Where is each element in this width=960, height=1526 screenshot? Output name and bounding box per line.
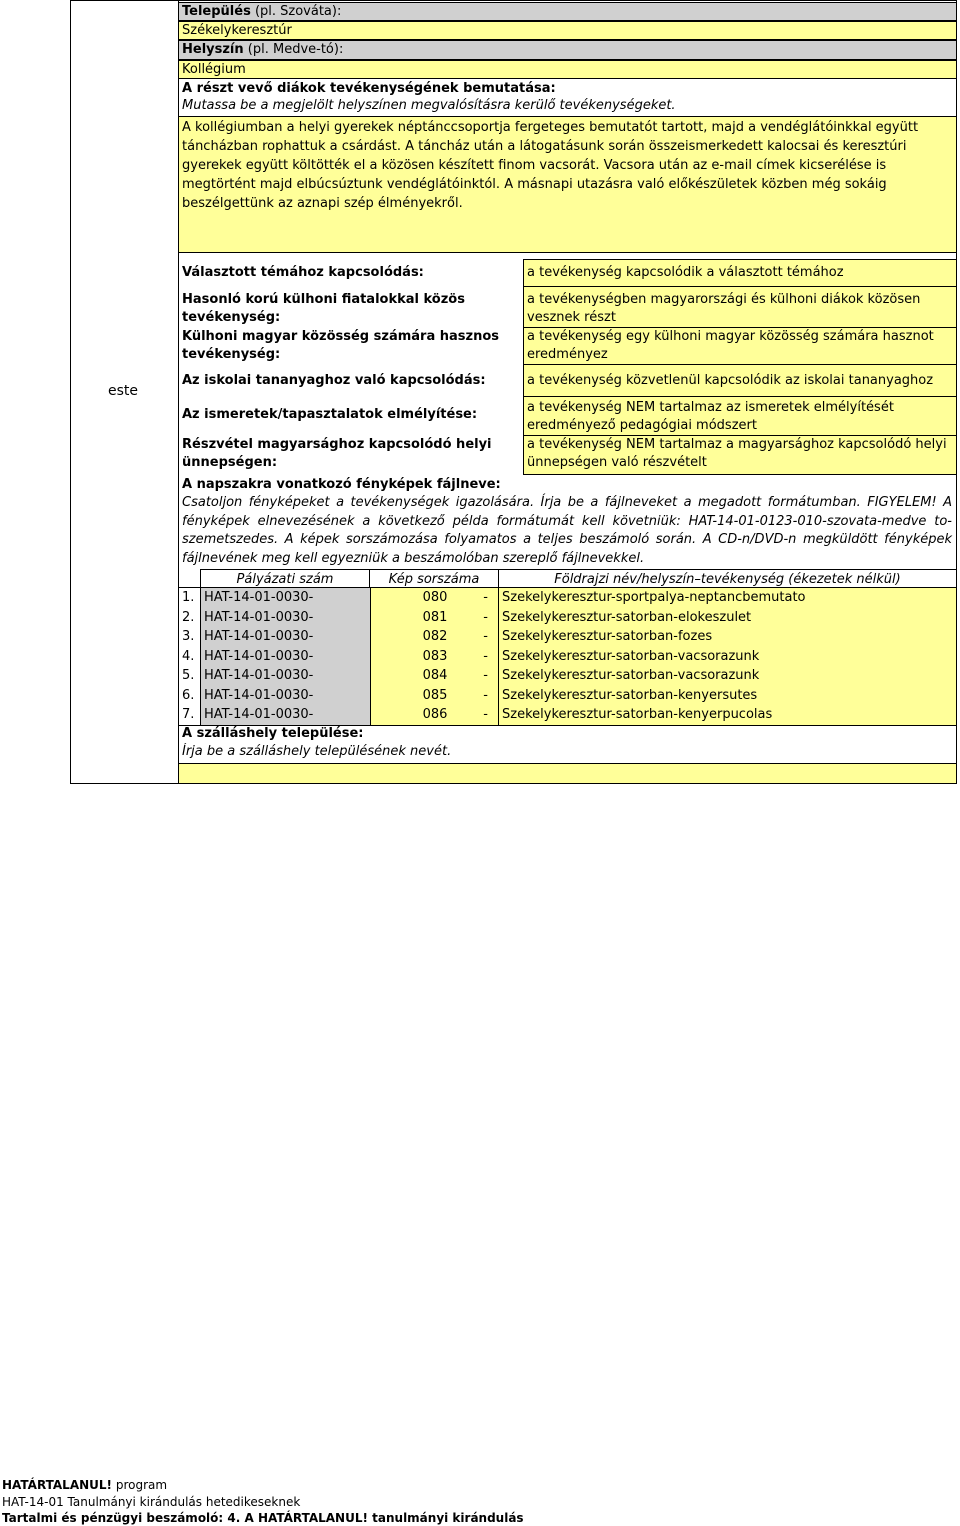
photo-row-photo-number[interactable] xyxy=(370,705,498,725)
photo-row-separator: - xyxy=(483,629,488,644)
photo-row-separator: - xyxy=(483,648,488,664)
photo-row-project: HAT-14-01-0030- xyxy=(200,627,370,647)
photos-table xyxy=(178,569,957,726)
photo-row-number: 4. xyxy=(178,647,200,667)
criterion-divider xyxy=(523,364,957,365)
photo-row-separator: - xyxy=(483,687,488,703)
photo-row xyxy=(178,666,957,687)
footer-line-2: HAT-14-01 Tanulmányi kirándulás hetedikeseknek xyxy=(2,1495,301,1509)
photo-row-project: HAT-14-01-0030- xyxy=(200,666,370,686)
place-label: Helyszín xyxy=(182,42,244,57)
criterion-label: Az ismeretek/tapasztalatok elmélyítése: xyxy=(182,407,478,422)
col-header-project: Pályázati szám xyxy=(200,569,370,587)
photo-number-value: 080 xyxy=(422,590,448,605)
photos-title: A napszakra vonatkozó fényképek fájlneve: xyxy=(182,477,501,492)
footer-line-1 xyxy=(2,1477,167,1493)
photo-row-number: 5. xyxy=(178,666,200,686)
photo-row xyxy=(178,608,957,629)
criterion-value: a tevékenység kapcsolódik a választott témához xyxy=(527,265,844,280)
footer-program: program xyxy=(112,1478,168,1492)
photo-number-value: 081 xyxy=(422,609,448,625)
criterion-label: Külhoni magyar közösség számára hasznos tevékenység: xyxy=(182,329,499,362)
footer-brand: HATÁRTALANUL! xyxy=(2,1478,113,1492)
photo-row xyxy=(178,627,957,648)
photo-row-photo-number[interactable] xyxy=(370,608,498,628)
photo-row xyxy=(178,705,957,726)
photo-number-value: 086 xyxy=(422,707,448,722)
photo-row-number: 2. xyxy=(178,608,200,628)
criterion-divider xyxy=(523,286,957,287)
criterion-value: a tevékenység NEM tartalmaz az ismeretek elmélyítését eredményező pedagógiai módszert xyxy=(527,400,894,433)
settlement-label-row xyxy=(178,2,957,21)
col-header-photo: Kép sorszáma xyxy=(370,569,498,587)
accommodation-instruction: Írja be a szálláshely településének nevét. xyxy=(182,744,452,759)
photo-row-project: HAT-14-01-0030- xyxy=(200,588,370,608)
photo-row-project: HAT-14-01-0030- xyxy=(200,705,370,725)
activities-text-field[interactable] xyxy=(178,116,957,253)
photo-number-value: 082 xyxy=(422,629,448,644)
photo-row-photo-number[interactable] xyxy=(370,647,498,667)
place-value: Kollégium xyxy=(182,62,246,77)
criterion-value: a tevékenység közvetlenül kapcsolódik az iskolai tananyaghoz xyxy=(527,373,934,388)
footer-line-3: Tartalmi és pénzügyi beszámoló: 4. A HATÁRTALANUL! tanulmányi kirándulás xyxy=(2,1511,524,1525)
photo-row-separator: - xyxy=(483,609,488,625)
place-label-row xyxy=(178,40,957,60)
photo-row-place[interactable]: Szekelykeresztur-satorban-kenyerpucolas xyxy=(498,705,957,725)
criterion-value: a tevékenység egy külhoni magyar közösség számára hasznot eredményez xyxy=(527,329,934,362)
photo-row-project: HAT-14-01-0030- xyxy=(200,647,370,667)
photo-row-separator: - xyxy=(483,590,488,605)
period-label: este xyxy=(108,383,139,399)
photo-row-place[interactable]: Szekelykeresztur-satorban-kenyersutes xyxy=(498,686,957,706)
photo-row-number: 1. xyxy=(178,588,200,608)
criterion-label: Az iskolai tananyaghoz való kapcsolódás: xyxy=(182,373,486,388)
criterion-divider xyxy=(523,396,957,397)
photo-row xyxy=(178,647,957,668)
criterion-label: Választott témához kapcsolódás: xyxy=(182,265,424,280)
place-value-field[interactable] xyxy=(178,60,957,79)
criterion-value: a tevékenység NEM tartalmaz a magyarsághoz kapcsolódó helyi ünnepségen való részvételt xyxy=(527,437,947,470)
photo-row-photo-number[interactable] xyxy=(370,627,498,647)
accommodation-title: A szálláshely települése: xyxy=(182,726,364,741)
place-hint: (pl. Medve-tó): xyxy=(243,42,344,57)
accommodation-field[interactable] xyxy=(178,763,957,784)
col-header-place: Földrajzi név/helyszín–tevékenység (ékezetek nélkül) xyxy=(498,569,957,587)
settlement-hint: (pl. Szováta): xyxy=(250,4,342,19)
photo-row-photo-number[interactable] xyxy=(370,686,498,706)
photo-row xyxy=(178,588,957,609)
photo-number-value: 083 xyxy=(422,648,448,664)
settlement-value: Székelykeresztúr xyxy=(182,23,292,38)
photos-table-body xyxy=(178,588,957,725)
photo-row-number: 6. xyxy=(178,686,200,706)
settlement-label: Település xyxy=(182,4,251,19)
photo-number-value: 084 xyxy=(422,668,448,683)
photo-row-place[interactable]: Szekelykeresztur-satorban-vacsorazunk xyxy=(498,666,957,686)
photo-number-value: 085 xyxy=(422,687,448,703)
photo-row-project: HAT-14-01-0030- xyxy=(200,608,370,628)
criterion-label: Részvétel magyarsághoz kapcsolódó helyi ünnepségen: xyxy=(182,437,492,470)
photo-row-place[interactable]: Szekelykeresztur-satorban-vacsorazunk xyxy=(498,647,957,667)
photo-row-project: HAT-14-01-0030- xyxy=(200,686,370,706)
activities-instruction: Mutassa be a megjelölt helyszínen megvalósításra kerülő tevékenységeket. xyxy=(182,98,676,113)
photo-row-photo-number[interactable] xyxy=(370,588,498,608)
criterion-value: a tevékenységben magyarországi és külhoni diákok közösen vesznek részt xyxy=(527,292,921,325)
photo-row-number: 7. xyxy=(178,705,200,725)
photos-instruction: Csatoljon fényképeket a tevékenységek igazolására. Írja be a fájlneveket a megadott formátumban. FIGYELEM! A fényképek elnevezésének a következő példa formátumát kell követniük: HAT-14-01-0123-010-szovata-medve to-szemetszedes. A képek sorszámozása folyamatos a teljes beszámoló során. A CD-n/DVD-n megküldött fényképek fájlnevének meg kell egyezniük a beszámolóban szereplő fájlnevekkel. xyxy=(182,495,952,566)
photo-row-separator: - xyxy=(483,707,488,722)
photo-row-place[interactable]: Szekelykeresztur-satorban-elokeszulet xyxy=(498,608,957,628)
photo-row-place[interactable]: Szekelykeresztur-satorban-fozes xyxy=(498,627,957,647)
activities-text: A kollégiumban a helyi gyerekek néptánccsoportja fergeteges bemutatót tartott, majd a vendéglátóinkkal együtt táncházban rophattuk a csárdást. A táncház után a látogatásunk során összeismerkedett kalocsai és keresztúri gyerekek együtt költötték el a közösen készített finom vacsorát. Vacsora után az e-mail címek kicserélése is megtörtént majd elbúcsúztunk vendéglátóinktól. A másnapi utazásra való előkészületek közben még sokáig beszélgettünk az aznapi szép élményekről. xyxy=(182,120,919,211)
photo-row-photo-number[interactable] xyxy=(370,666,498,686)
activities-title: A részt vevő diákok tevékenységének bemutatása: xyxy=(182,81,556,96)
photo-row-number: 3. xyxy=(178,627,200,647)
photo-row-place[interactable]: Szekelykeresztur-sportpalya-neptancbemutato xyxy=(498,588,957,608)
settlement-value-field[interactable] xyxy=(178,21,957,40)
photo-row xyxy=(178,686,957,707)
photos-table-header xyxy=(178,569,957,588)
photo-row-separator: - xyxy=(483,668,488,683)
criterion-label: Hasonló korú külhoni fiatalokkal közös tevékenység: xyxy=(182,292,465,325)
criteria-grid xyxy=(178,259,957,475)
